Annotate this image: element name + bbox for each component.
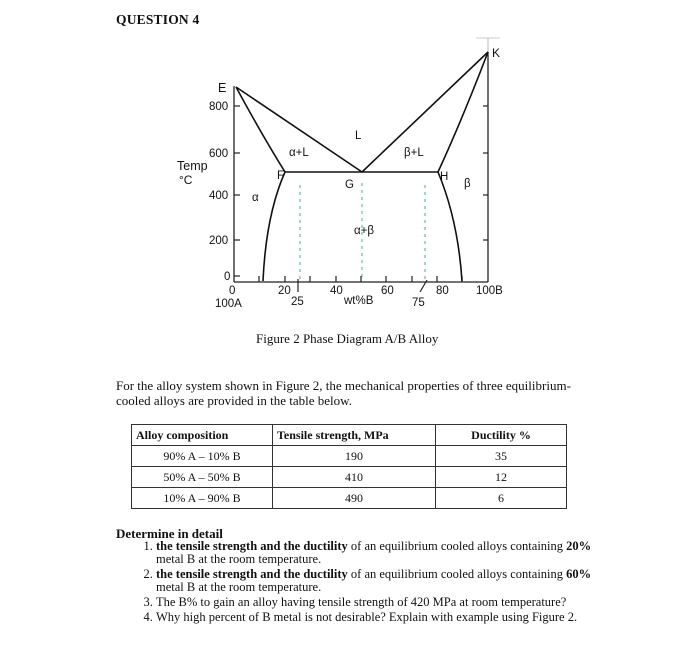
point-e: E bbox=[218, 81, 227, 95]
question-title: QUESTION 4 bbox=[116, 12, 200, 27]
question-4-text: Why high percent of B metal is not desirable? Explain with example using Figure 2. bbox=[156, 610, 578, 624]
point-f: F bbox=[277, 170, 285, 182]
y-ticks bbox=[234, 106, 240, 276]
question-item-3 bbox=[156, 596, 596, 609]
question-item-4 bbox=[156, 611, 596, 624]
y-axis-title-temp: Temp bbox=[177, 159, 208, 173]
y-axis-title-unit: °C bbox=[179, 173, 193, 187]
figure-caption: Figure 2 Phase Diagram A/B Alloy bbox=[256, 331, 439, 346]
x-tick-label-40: 40 bbox=[330, 285, 343, 297]
x-left-label: 100A bbox=[215, 298, 242, 310]
y-ticks-right bbox=[483, 106, 488, 240]
cell-composition: 50% A – 50% B bbox=[132, 467, 273, 488]
question-3-text: The B% to gain an alloy having tensile strength of 420 MPa at room temperature? bbox=[156, 595, 567, 609]
solvus-left bbox=[263, 172, 285, 281]
cell-tensile: 490 bbox=[273, 488, 436, 509]
cell-ductility: 12 bbox=[436, 467, 567, 488]
liquidus-left bbox=[236, 87, 362, 172]
table-row bbox=[132, 446, 567, 467]
question-list bbox=[136, 540, 596, 626]
liquidus-right bbox=[362, 52, 488, 172]
y-tick-label-400: 400 bbox=[209, 190, 229, 202]
question-1-text-b: metal B at the room temperature. bbox=[156, 552, 322, 566]
table-header-row bbox=[132, 425, 567, 446]
cell-ductility: 6 bbox=[436, 488, 567, 509]
cell-composition: 90% A – 10% B bbox=[132, 446, 273, 467]
table-row bbox=[132, 467, 567, 488]
solidus-right bbox=[438, 52, 488, 172]
question-item-1 bbox=[156, 540, 596, 566]
properties-table bbox=[131, 424, 567, 509]
header-ductility: Ductility % bbox=[436, 425, 567, 446]
y-tick-label-800: 800 bbox=[209, 101, 229, 113]
x-tick-label-80: 80 bbox=[436, 285, 449, 297]
question-2-emphasis: the tensile strength and the ductility bbox=[156, 567, 348, 581]
x-marker-25: 25 bbox=[291, 296, 304, 308]
x-axis-title: wt%B bbox=[344, 295, 374, 307]
intro-paragraph: For the alloy system shown in Figure 2, the mechanical properties of three equilibrium-cooled alloys are provided in the table below. bbox=[116, 378, 571, 408]
region-beta-liquid: β+L bbox=[404, 147, 424, 159]
header-tensile: Tensile strength, MPa bbox=[273, 425, 436, 446]
point-k: K bbox=[492, 46, 501, 60]
region-beta: β bbox=[464, 178, 471, 190]
question-2-text-a: of an equilibrium cooled alloys containing bbox=[347, 567, 567, 581]
region-alpha-liquid: α+L bbox=[289, 147, 309, 159]
solidus-left bbox=[236, 87, 285, 172]
cell-ductility: 35 bbox=[436, 446, 567, 467]
region-alpha-beta: α+β bbox=[354, 225, 374, 237]
point-g: G bbox=[345, 179, 354, 191]
x-ticks bbox=[259, 276, 462, 282]
question-2-percent: 60% bbox=[566, 567, 592, 581]
question-1-emphasis: the tensile strength and the ductility bbox=[156, 539, 348, 553]
x-right-label: 100B bbox=[476, 285, 503, 297]
point-h: H bbox=[440, 171, 449, 183]
region-liquid: L bbox=[355, 130, 362, 142]
x-tick-label-20: 20 bbox=[278, 285, 291, 297]
cell-tensile: 190 bbox=[273, 446, 436, 467]
x-tick-label-60: 60 bbox=[381, 285, 394, 297]
question-1-percent: 20% bbox=[566, 539, 592, 553]
y-tick-label-600: 600 bbox=[209, 148, 229, 160]
y-tick-label-0: 0 bbox=[224, 271, 231, 283]
determine-label: Determine in detail bbox=[116, 526, 223, 541]
cell-tensile: 410 bbox=[273, 467, 436, 488]
y-tick-label-200: 200 bbox=[209, 235, 229, 247]
question-2-text-b: metal B at the room temperature. bbox=[156, 580, 322, 594]
x-marker-75: 75 bbox=[412, 297, 425, 309]
region-alpha: α bbox=[252, 192, 259, 204]
header-composition: Alloy composition bbox=[132, 425, 273, 446]
question-item-2 bbox=[156, 568, 596, 594]
solvus-right bbox=[438, 172, 462, 281]
question-1-text-a: of an equilibrium cooled alloys containing bbox=[347, 539, 567, 553]
cell-composition: 10% A – 90% B bbox=[132, 488, 273, 509]
table-row bbox=[132, 488, 567, 509]
x-tick-label-0: 0 bbox=[229, 285, 236, 297]
